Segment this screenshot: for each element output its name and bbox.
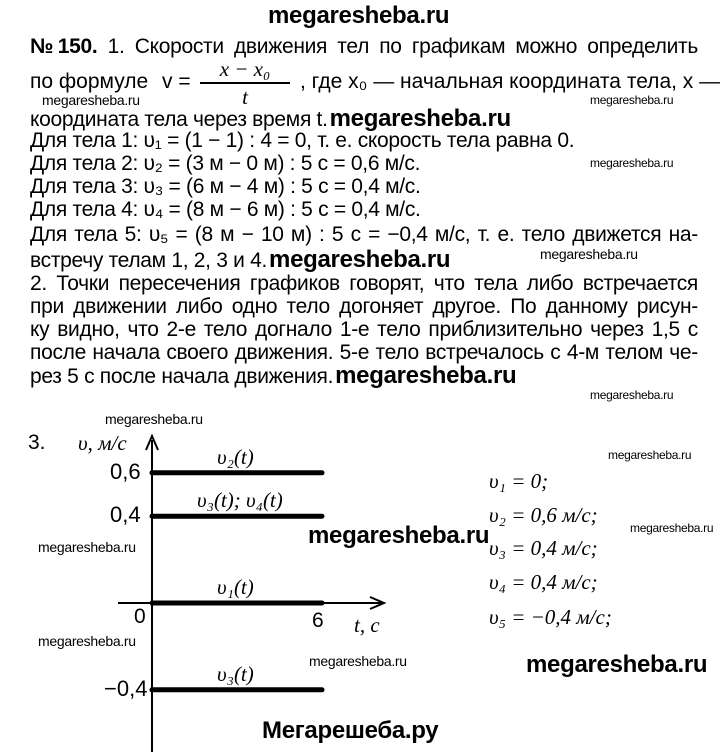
watermark-bold: megaresheba.ru: [308, 522, 490, 549]
body-1: Для тела 1: υ₁ = (1 − 1) : 4 = 0, т. е. скорость тела равна 0.: [30, 129, 575, 152]
body-4: Для тела 4: υ₄ = (8 м − 6 м) : 5 с = 0,4 м/с.: [30, 198, 421, 221]
problem-number: №150.: [30, 35, 98, 58]
formula-prefix: по формуле: [30, 70, 149, 93]
body-3: Для тела 3: υ₃ = (6 м − 4 м) : 5 с = 0,4 м/с.: [30, 175, 421, 198]
result-v3: υ₃ = 0,4 м/с;: [489, 536, 598, 560]
watermark: megaresheba.ru: [540, 246, 638, 262]
series-label: υ₂(t): [217, 444, 254, 469]
part2-line-3: ку видно, что 2-е тело догнало 1-е тело приблизительно через 1,5 с: [30, 318, 698, 341]
part2-line-2: при движении либо одно тело догоняет другое. По данному рисун-: [30, 295, 698, 318]
watermark-bold: megaresheba.ru: [526, 651, 708, 678]
formula-denominator: t: [242, 85, 248, 109]
body-5: Для тела 5: υ₅ = (8 м − 10 м) : 5 с = −0,4 м/с, т. е. тело движется на-: [30, 223, 698, 246]
footer-label: Мегарешеба.ру: [262, 717, 439, 744]
x-tick-6: 6: [312, 609, 324, 632]
watermark: megaresheba.ru: [309, 653, 407, 669]
watermark: megaresheba.ru: [38, 633, 136, 649]
formula-suffix: , где x₀ — начальная координата тела, x —: [300, 70, 720, 93]
result-v2: υ₂ = 0,6 м/с;: [489, 503, 598, 527]
y-axis-label: υ, м/с: [78, 431, 127, 455]
watermark: megaresheba.ru: [608, 448, 692, 462]
watermark-bold: megaresheba.ru: [329, 105, 511, 132]
watermark: megaresheba.ru: [590, 156, 674, 170]
result-v5: υ₅ = −0,4 м/с;: [489, 605, 612, 629]
y-tick-label: 0,4: [110, 502, 141, 528]
watermark: megaresheba.ru: [630, 521, 714, 535]
y-tick-label: 0,6: [110, 458, 141, 484]
x-axis-label: t, с: [354, 613, 380, 637]
formula-lhs: v =: [162, 70, 191, 93]
part2-line-5-text: рез 5 с после начала движения.: [30, 365, 334, 388]
series-label: υ₁(t): [217, 575, 254, 599]
body-5-cont-text: встречу телам 1, 2, 3 и 4.: [30, 249, 268, 272]
line-3-text: координата тела через время t.: [30, 108, 328, 131]
watermark: megaresheba.ru: [42, 92, 140, 108]
watermark-bold: megaresheba.ru: [269, 246, 451, 273]
formula-numerator: x − x₀: [219, 57, 271, 81]
intro-text: 1. Скорости движения тел по графикам можно определить: [107, 35, 698, 58]
body-2: Для тела 2: υ₂ = (3 м − 0 м) : 5 с = 0,6 м/с.: [30, 152, 421, 175]
result-v4: υ₄ = 0,4 м/с;: [489, 570, 598, 594]
series-label: υ₃(t): [217, 661, 254, 686]
result-v1: υ₁ = 0;: [489, 469, 549, 493]
series-label: υ₃(t); υ₄(t): [197, 488, 283, 513]
watermark-bold: megaresheba.ru: [335, 362, 517, 389]
origin-label: 0: [134, 605, 146, 628]
watermark: megaresheba.ru: [590, 93, 674, 107]
watermark: megaresheba.ru: [38, 539, 136, 555]
part2-line-1: 2. Точки пересечения графиков говорят, что тела либо встречается: [30, 272, 698, 295]
part2-line-4: после начала своего движения. 5-е тело встречалось с 4-м телом че-: [30, 341, 698, 364]
part3-number: 3.: [28, 431, 46, 454]
watermark: megaresheba.ru: [590, 388, 674, 402]
watermark: megaresheba.ru: [105, 411, 203, 427]
header-watermark: megaresheba.ru: [268, 2, 450, 29]
y-tick-label: −0,4: [104, 675, 148, 701]
